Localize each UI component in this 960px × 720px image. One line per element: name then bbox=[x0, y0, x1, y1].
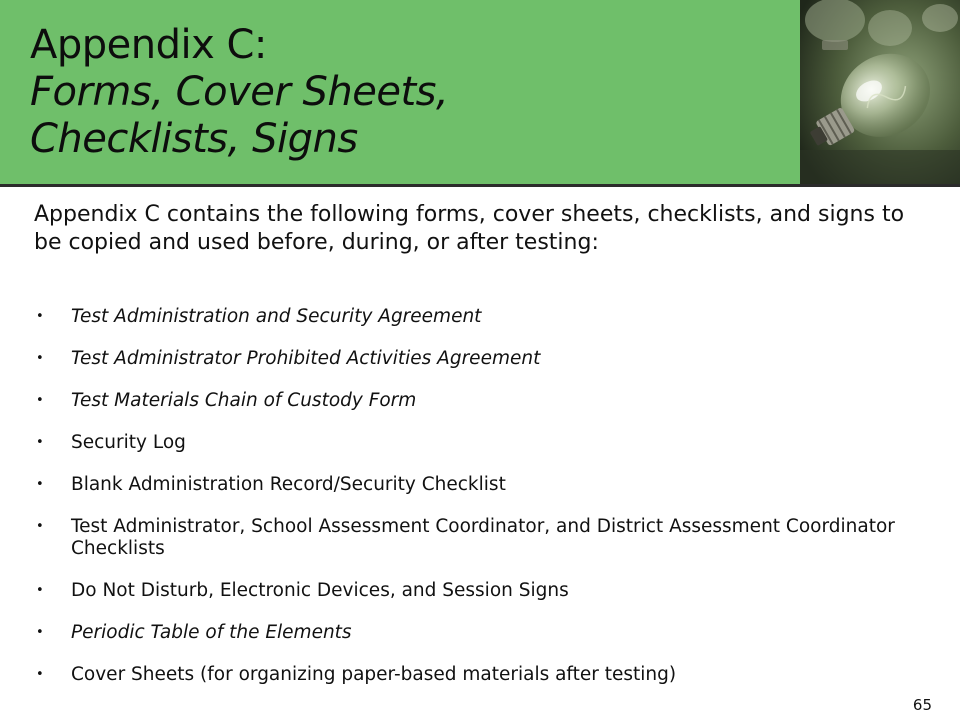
list-item bbox=[30, 664, 900, 686]
light-bulbs-photo bbox=[800, 0, 960, 184]
appendix-list bbox=[30, 306, 900, 686]
title-divider bbox=[0, 184, 960, 187]
list-item-text: Test Administrator, School Assessment Coordinator, and District Assessment Coordinator Checklists bbox=[71, 516, 895, 559]
bullet-icon: • bbox=[36, 309, 44, 324]
bullet-icon: • bbox=[36, 519, 44, 534]
list-item bbox=[30, 516, 900, 560]
list-item-text: Test Materials Chain of Custody Form bbox=[71, 390, 417, 411]
page-number: 65 bbox=[912, 696, 932, 714]
list-item bbox=[30, 474, 900, 496]
slide-title bbox=[30, 22, 448, 163]
bullet-icon: • bbox=[36, 667, 44, 682]
list-item-text: Test Administrator Prohibited Activities Agreement bbox=[71, 348, 541, 369]
list-item-text: Periodic Table of the Elements bbox=[71, 622, 352, 643]
list-item-text: Cover Sheets (for organizing paper-based materials after testing) bbox=[71, 664, 677, 685]
title-line-1: Appendix C: bbox=[30, 22, 267, 68]
list-item-text: Test Administration and Security Agreement bbox=[71, 306, 482, 327]
list-item-text: Security Log bbox=[71, 432, 186, 453]
bullet-icon: • bbox=[36, 435, 44, 450]
title-line-3: Checklists, Signs bbox=[30, 116, 358, 162]
list-item bbox=[30, 390, 900, 412]
bullet-icon: • bbox=[36, 351, 44, 366]
list-item-text: Do Not Disturb, Electronic Devices, and Session Signs bbox=[71, 580, 569, 601]
bullet-icon: • bbox=[36, 583, 44, 598]
title-line-2: Forms, Cover Sheets, bbox=[30, 69, 449, 115]
list-item bbox=[30, 580, 900, 602]
bullet-icon: • bbox=[36, 625, 44, 640]
bullet-icon: • bbox=[36, 477, 44, 492]
list-item bbox=[30, 348, 900, 370]
list-item bbox=[30, 432, 900, 454]
bullet-icon: • bbox=[36, 393, 44, 408]
list-item-text: Blank Administration Record/Security Checklist bbox=[71, 474, 506, 495]
intro-paragraph: Appendix C contains the following forms, cover sheets, checklists, and signs to be copied and used before, during, or after testing: bbox=[34, 202, 905, 255]
list-item bbox=[30, 306, 900, 328]
list-item bbox=[30, 622, 900, 644]
